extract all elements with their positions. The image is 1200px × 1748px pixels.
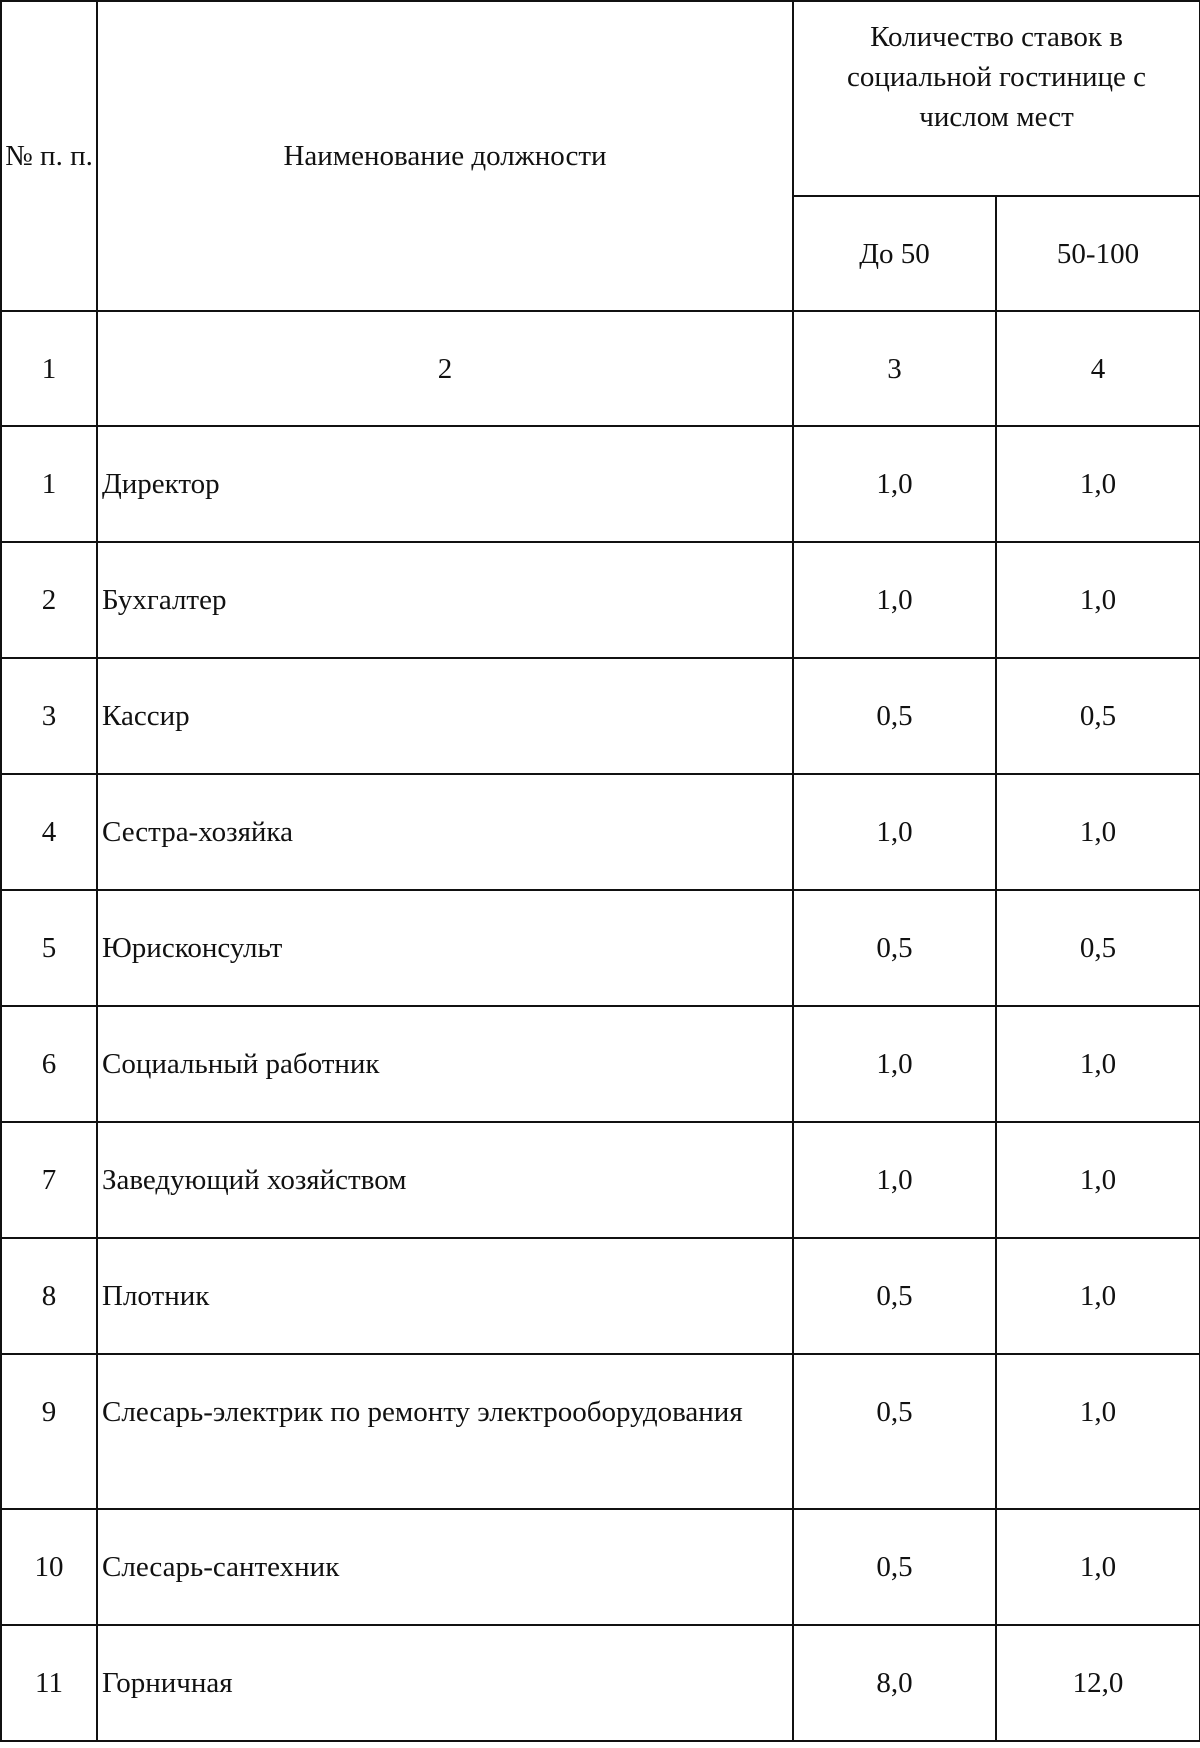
row-position: Сестра-хозяйка <box>97 774 793 890</box>
row-position: Слесарь-сантехник <box>97 1509 793 1625</box>
row-position: Кассир <box>97 658 793 774</box>
row-num: 5 <box>1 890 97 1006</box>
row-rate-upto-50: 1,0 <box>793 774 996 890</box>
row-rate-50-100: 0,5 <box>996 890 1200 1006</box>
row-rate-upto-50: 1,0 <box>793 1006 996 1122</box>
row-rate-50-100: 1,0 <box>996 426 1200 542</box>
row-rate-50-100: 1,0 <box>996 1122 1200 1238</box>
row-rate-upto-50: 1,0 <box>793 542 996 658</box>
row-num: 3 <box>1 658 97 774</box>
header-row <box>1 1 1200 196</box>
row-num: 9 <box>1 1354 97 1509</box>
row-rate-upto-50: 8,0 <box>793 1625 996 1741</box>
row-position: Директор <box>97 426 793 542</box>
row-position: Слесарь-электрик по ремонту электрооборудования <box>97 1354 793 1509</box>
table-row <box>1 1354 1200 1509</box>
column-number: 2 <box>97 311 793 426</box>
row-rate-upto-50: 0,5 <box>793 1354 996 1509</box>
header-col-a: До 50 <box>793 196 996 311</box>
row-rate-upto-50: 0,5 <box>793 658 996 774</box>
row-rate-50-100: 1,0 <box>996 1354 1200 1509</box>
header-num: № п. п. <box>5 140 93 172</box>
row-rate-50-100: 12,0 <box>996 1625 1200 1741</box>
table-row <box>1 1122 1200 1238</box>
row-position: Горничная <box>97 1625 793 1741</box>
column-number: 3 <box>793 311 996 426</box>
row-position: Плотник <box>97 1238 793 1354</box>
row-num: 4 <box>1 774 97 890</box>
row-rate-50-100: 0,5 <box>996 658 1200 774</box>
table-row <box>1 1238 1200 1354</box>
row-rate-50-100: 1,0 <box>996 1509 1200 1625</box>
header-name-cell <box>97 1 793 311</box>
row-position: Юрисконсульт <box>97 890 793 1006</box>
table-row <box>1 426 1200 542</box>
table-row <box>1 890 1200 1006</box>
column-number: 4 <box>996 311 1200 426</box>
column-number: 1 <box>1 311 97 426</box>
header-num-cell <box>1 1 97 311</box>
column-number-row <box>1 311 1200 426</box>
header-group-cell <box>793 1 1200 196</box>
row-rate-50-100: 1,0 <box>996 1006 1200 1122</box>
row-num: 8 <box>1 1238 97 1354</box>
table-row <box>1 658 1200 774</box>
table-row <box>1 542 1200 658</box>
row-num: 1 <box>1 426 97 542</box>
row-rate-upto-50: 0,5 <box>793 1238 996 1354</box>
row-num: 6 <box>1 1006 97 1122</box>
row-rate-upto-50: 0,5 <box>793 1509 996 1625</box>
header-group: Количество ставок в социальной гостинице с числом мест <box>846 20 1147 133</box>
row-rate-upto-50: 0,5 <box>793 890 996 1006</box>
row-num: 11 <box>1 1625 97 1741</box>
header-name: Наименование должности <box>283 140 607 172</box>
table-row <box>1 774 1200 890</box>
row-position: Социальный работник <box>97 1006 793 1122</box>
row-rate-50-100: 1,0 <box>996 774 1200 890</box>
table-row <box>1 1006 1200 1122</box>
row-num: 7 <box>1 1122 97 1238</box>
row-rate-upto-50: 1,0 <box>793 1122 996 1238</box>
row-rate-50-100: 1,0 <box>996 1238 1200 1354</box>
table-row <box>1 1625 1200 1741</box>
row-num: 2 <box>1 542 97 658</box>
row-rate-upto-50: 1,0 <box>793 426 996 542</box>
row-position: Бухгалтер <box>97 542 793 658</box>
header-col-b: 50-100 <box>996 196 1200 311</box>
row-num: 10 <box>1 1509 97 1625</box>
table-row <box>1 1509 1200 1625</box>
row-position: Заведующий хозяйством <box>97 1122 793 1238</box>
row-rate-50-100: 1,0 <box>996 542 1200 658</box>
